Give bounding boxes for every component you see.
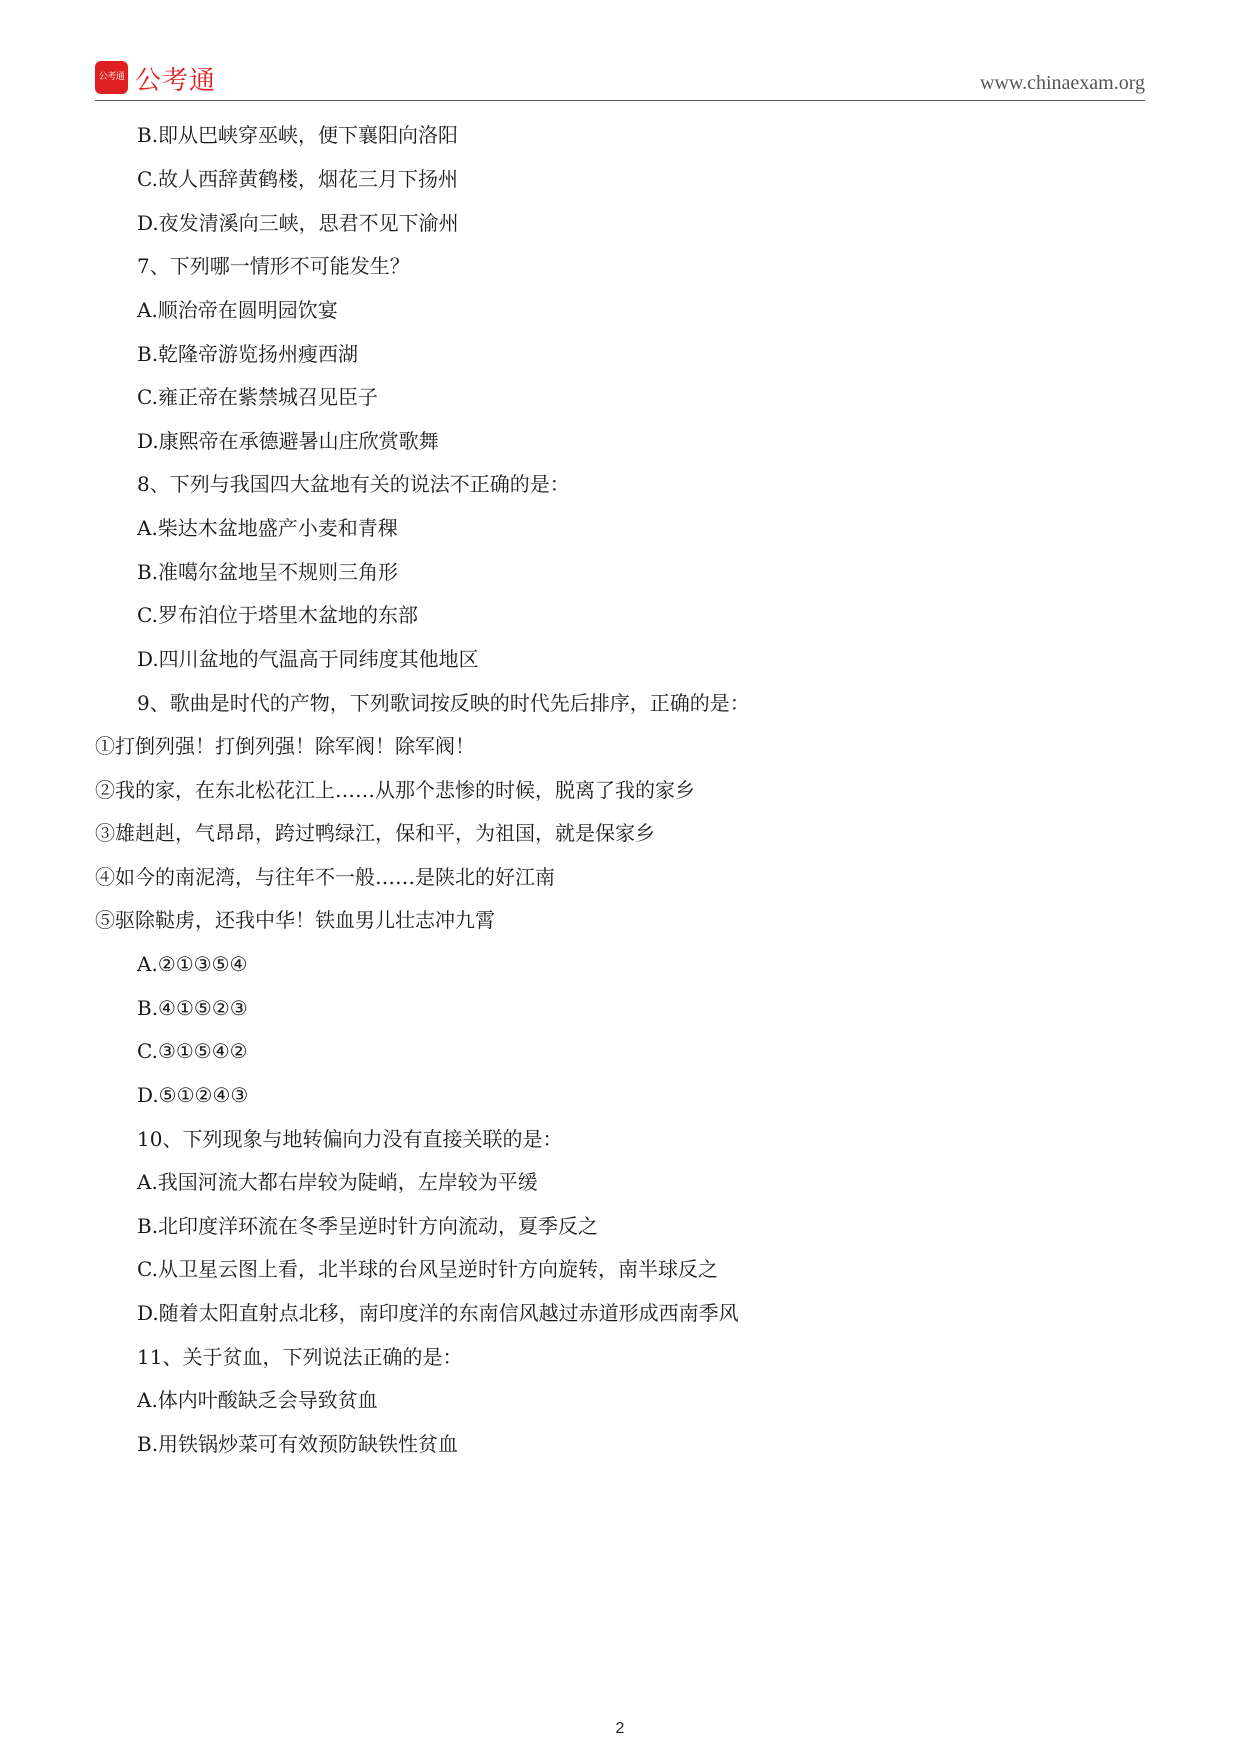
question-line: 10、下列现象与地转偏向力没有直接关联的是： <box>137 1127 563 1151</box>
lyric-line: ⑤驱除鞑虏，还我中华！铁血男儿壮志冲九霄 <box>95 908 495 932</box>
option-line: B.④①⑤②③ <box>137 996 248 1020</box>
option-line: D.夜发清溪向三峡，思君不见下渝州 <box>137 211 459 235</box>
option-line: D.康熙帝在承德避暑山庄欣赏歌舞 <box>137 429 439 453</box>
option-line: B.即从巴峡穿巫峡，便下襄阳向洛阳 <box>137 123 459 147</box>
logo-text: 公考通 <box>135 66 217 96</box>
option-line: C.雍正帝在紫禁城召见臣子 <box>137 385 378 409</box>
question-line: 9、歌曲是时代的产物，下列歌词按反映的时代先后排序，正确的是： <box>137 691 750 715</box>
option-line: A.体内叶酸缺乏会导致贫血 <box>137 1388 378 1412</box>
option-line: A.我国河流大都右岸较为陡峭，左岸较为平缓 <box>137 1170 538 1194</box>
site-url[interactable]: www.chinaexam.org <box>980 72 1145 94</box>
option-line: B.准噶尔盆地呈不规则三角形 <box>137 560 399 584</box>
question-line: 11、关于贫血，下列说法正确的是： <box>137 1345 463 1369</box>
question-line: 8、下列与我国四大盆地有关的说法不正确的是： <box>137 472 570 496</box>
option-line: C.故人西辞黄鹤楼，烟花三月下扬州 <box>137 167 458 191</box>
page-number: 2 <box>615 1720 625 1737</box>
option-line: D.⑤①②④③ <box>137 1083 249 1107</box>
logo-icon: 公考通 <box>95 61 128 94</box>
page-header <box>95 58 1145 101</box>
question-line: 7、下列哪一情形不可能发生？ <box>137 254 410 278</box>
lyric-line: ①打倒列强！打倒列强！除军阀！除军阀！ <box>95 734 475 758</box>
option-line: B.乾隆帝游览扬州瘦西湖 <box>137 342 359 366</box>
option-line: C.③①⑤④② <box>137 1039 248 1063</box>
option-line: D.四川盆地的气温高于同纬度其他地区 <box>137 647 479 671</box>
option-line: C.从卫星云图上看，北半球的台风呈逆时针方向旋转，南半球反之 <box>137 1257 718 1281</box>
lyric-line: ③雄赳赳，气昂昂，跨过鸭绿江，保和平，为祖国，就是保家乡 <box>95 821 655 845</box>
lyric-line: ④如今的南泥湾，与往年不一般……是陕北的好江南 <box>95 865 555 889</box>
option-line: B.用铁锅炒菜可有效预防缺铁性贫血 <box>137 1432 459 1456</box>
lyric-line: ②我的家，在东北松花江上……从那个悲惨的时候，脱离了我的家乡 <box>95 778 695 802</box>
option-line: A.②①③⑤④ <box>137 952 248 976</box>
option-line: C.罗布泊位于塔里木盆地的东部 <box>137 603 418 627</box>
option-line: A.柴达木盆地盛产小麦和青稞 <box>137 516 398 540</box>
option-line: B.北印度洋环流在冬季呈逆时针方向流动，夏季反之 <box>137 1214 599 1238</box>
option-line: A.顺治帝在圆明园饮宴 <box>137 298 338 322</box>
option-line: D.随着太阳直射点北移，南印度洋的东南信风越过赤道形成西南季风 <box>137 1301 739 1325</box>
